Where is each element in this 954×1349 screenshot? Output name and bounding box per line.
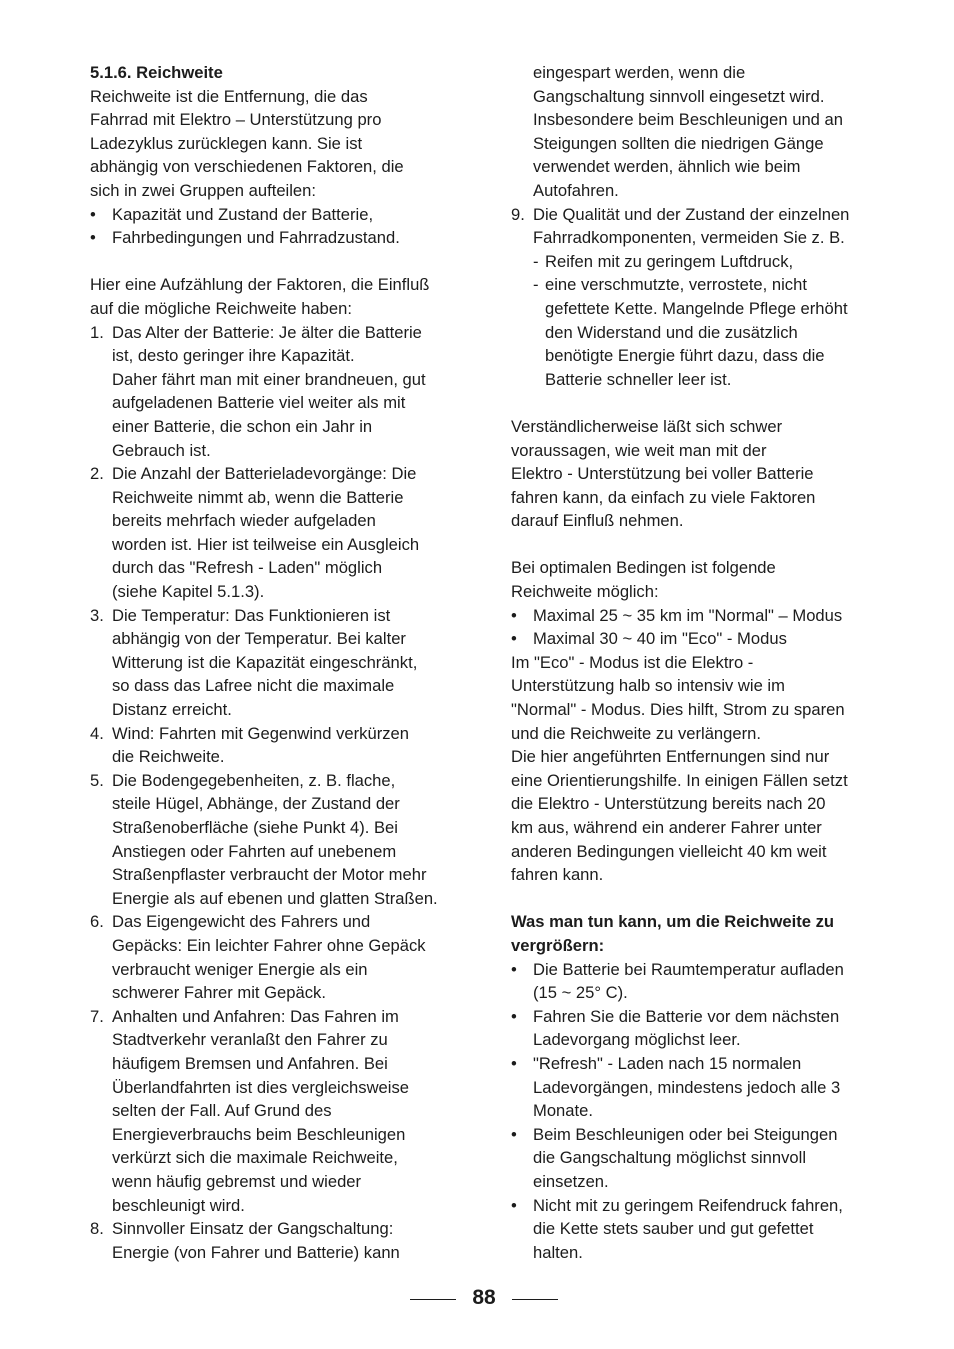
list-item: • "Refresh" - Laden nach 15 normalen Ladevorgängen, mindestens jedoch alle 3 Monate. xyxy=(511,1053,841,1121)
list-item: • Nicht mit zu geringem Reifendruck fahren, die Kette stets sauber und gut gefettet halten. xyxy=(511,1195,843,1262)
list-item: 7. Anhalten und Anfahren: Das Fahren im Stadtverkehr veranlaßt den Fahrer zu häufigem Bremsen und Anfahren. Bei Überlandfahrten ist dies vergleichsweise selten der Fall. Auf Grund des Energieverbrauchs beim Beschleunigen verkürzt sich die maximale Reichweite, wenn häufig gebremst und wieder beschleunigt wird. xyxy=(90,1006,409,1215)
bullet-icon: • xyxy=(511,605,517,625)
list-item: 6. Das Eigengewicht des Fahrers und Gepäcks: Ein leichter Fahrer ohne Gepäck verbraucht weniger Energie als ein schwerer Fahrer mit Gepäck. xyxy=(90,912,426,1003)
list-item: 3. Die Temperatur: Das Funktionieren ist abhängig von der Temperatur. Bei kalter Witterung ist die Kapazität eingeschränkt, so dass das Lafree nicht die maximale Distanz erreicht. xyxy=(90,605,418,720)
optimal-intro: Bei optimalen Bedingen ist folgende Reichweite möglich: xyxy=(511,558,776,602)
list-item: 1. Das Alter der Batterie: Je älter die Batterie ist, desto geringer ihre Kapazität. Daher fährt man mit einer brandneuen, gut aufgeladenen Batterie viel weiter als mit einer Batterie, die schon ein Jahr in Gebrauch ist. xyxy=(90,322,426,460)
list-item: 8. Sinnvoller Einsatz der Gangschaltung: Energie (von Fahrer und Batterie) kann xyxy=(90,1219,400,1262)
list-item: 5. Die Bodengegebenheiten, z. B. flache, steile Hügel, Abhänge, der Zustand der Straßenoberfläche (siehe Punkt 4). Bei Anstiegen oder Fahrten auf unebenem Straßenpflaster verbraucht der Motor mehr Energie als auf ebenen und glatten Straßen. xyxy=(90,770,438,908)
tips-heading: Was man tun kann, um die Reichweite zu vergrößern: xyxy=(511,912,835,955)
list-item: 2. Die Anzahl der Batterieladevorgänge: Die Reichweite nimmt ab, wenn die Batterie bereits mehrfach wieder aufgeladen worden ist. Hier ist teilweise ein Ausgleich durch das "Refresh - Laden" möglich (siehe Kapitel 5.1.3). xyxy=(90,464,420,602)
bullet-icon: • xyxy=(511,1195,517,1215)
list-number: 3. xyxy=(90,605,104,625)
bullet-icon: • xyxy=(511,1053,517,1073)
list-number: 6. xyxy=(90,912,104,932)
bullet-icon: • xyxy=(511,959,517,979)
page-footer xyxy=(0,1283,954,1313)
list-number: 4. xyxy=(90,723,104,743)
list-item: • Beim Beschleunigen oder bei Steigungen die Gangschaltung möglichst sinnvoll einsetzen. xyxy=(511,1124,838,1191)
page-number: 88 xyxy=(472,1286,496,1309)
bullet-icon: • xyxy=(511,1006,517,1026)
bullet-icon: • xyxy=(511,629,517,649)
dash-icon: - xyxy=(533,251,539,271)
list-item: 9. Die Qualität und der Zustand der einzelnen Fahrradkomponenten, vermeiden Sie z. B. - Reifen mit zu geringem Luftdruck, - eine verschmutzte, verrostete, nicht gefettete Kette. Mangelnde Pflege erhöht den Widerstand und die zusätzlich benötigte Energie führt dazu, dass die Batterie schneller leer ist. xyxy=(511,203,883,392)
list-item: • Maximal 25 ~ 35 km im "Normal" – Modus xyxy=(511,604,883,628)
dash-item: - eine verschmutzte, verrostete, nicht gefettete Kette. Mangelnde Pflege erhöht den Widerstand und die zusätzlich benötigte Energie führt dazu, dass die Batterie schneller leer ist. xyxy=(533,275,848,389)
section-heading: 5.1.6. Reichweite xyxy=(90,63,223,82)
intro-paragraph: Reichweite ist die Entfernung, die das Fahrrad mit Elektro – Unterstützung pro Ladezyklus zurücklegen kann. Sie ist abhängig von verschiedenen Faktoren, die sich in zwei Gruppen aufteilen: xyxy=(90,86,404,200)
group-bullet-list xyxy=(90,203,462,250)
footer-rule-right xyxy=(512,1299,558,1300)
dash-item: - Reifen mit zu geringem Luftdruck, xyxy=(533,250,883,274)
factor-8-continuation: eingespart werden, wenn die Gangschaltung sinnvoll eingesetzt wird. Insbesondere beim Beschleunigen und an Steigungen sollten die niedrigen Gänge verwendet werden, ähnlich wie beim Autofahren. xyxy=(533,63,843,200)
factors-list xyxy=(90,321,462,1265)
list-number: 1. xyxy=(90,322,104,342)
left-column xyxy=(90,61,462,1264)
list-item: • Fahren Sie die Batterie vor dem nächsten Ladevorgang möglichst leer. xyxy=(511,1006,840,1050)
eco-paragraph: Im "Eco" - Modus ist die Elektro - Unterstützung halb so intensiv wie im "Normal" - Modus. Dies hilft, Strom zu sparen und die Reichweite zu verlängern. Die hier angeführten Entfernungen sind nur eine Orientierungshilfe. In einigen Fällen setzt die Elektro - Unterstützung bereits nach 20 km aus, während ein anderer Fahrer unter anderen Bedingungen vielleicht 40 km weit fahren kann. xyxy=(511,652,848,885)
bullet-icon: • xyxy=(511,1124,517,1144)
footer-rule-left xyxy=(410,1299,456,1300)
list-item: 4. Wind: Fahrten mit Gegenwind verkürzen die Reichweite. xyxy=(90,723,409,767)
list-item: • Fahrbedingungen und Fahrradzustand. xyxy=(90,226,462,250)
right-column xyxy=(511,61,883,1264)
list-item: • Maximal 30 ~ 40 im "Eco" - Modus xyxy=(511,627,883,651)
bullet-icon: • xyxy=(90,228,96,248)
prediction-paragraph: Verständlicherweise läßt sich schwer voraussagen, wie weit man mit der Elektro - Unterstützung bei voller Batterie fahren kann, da einfach zu viele Faktoren darauf Einfluß nehmen. xyxy=(511,416,816,531)
list-number: 5. xyxy=(90,770,104,790)
list-number: 8. xyxy=(90,1219,104,1239)
list-number: 2. xyxy=(90,464,104,484)
bullet-icon: • xyxy=(90,204,96,224)
factors-intro: Hier eine Aufzählung der Faktoren, die Einfluß auf die mögliche Reichweite haben: xyxy=(90,275,430,318)
range-bullet-list xyxy=(511,604,883,651)
tips-bullet-list xyxy=(511,958,883,1265)
list-item: • Kapazität und Zustand der Batterie, xyxy=(90,203,462,227)
list-number: 7. xyxy=(90,1006,104,1026)
dash-icon: - xyxy=(533,275,539,295)
list-item: • Die Batterie bei Raumtemperatur aufladen (15 ~ 25° C). xyxy=(511,959,844,1003)
list-number: 9. xyxy=(511,204,525,224)
